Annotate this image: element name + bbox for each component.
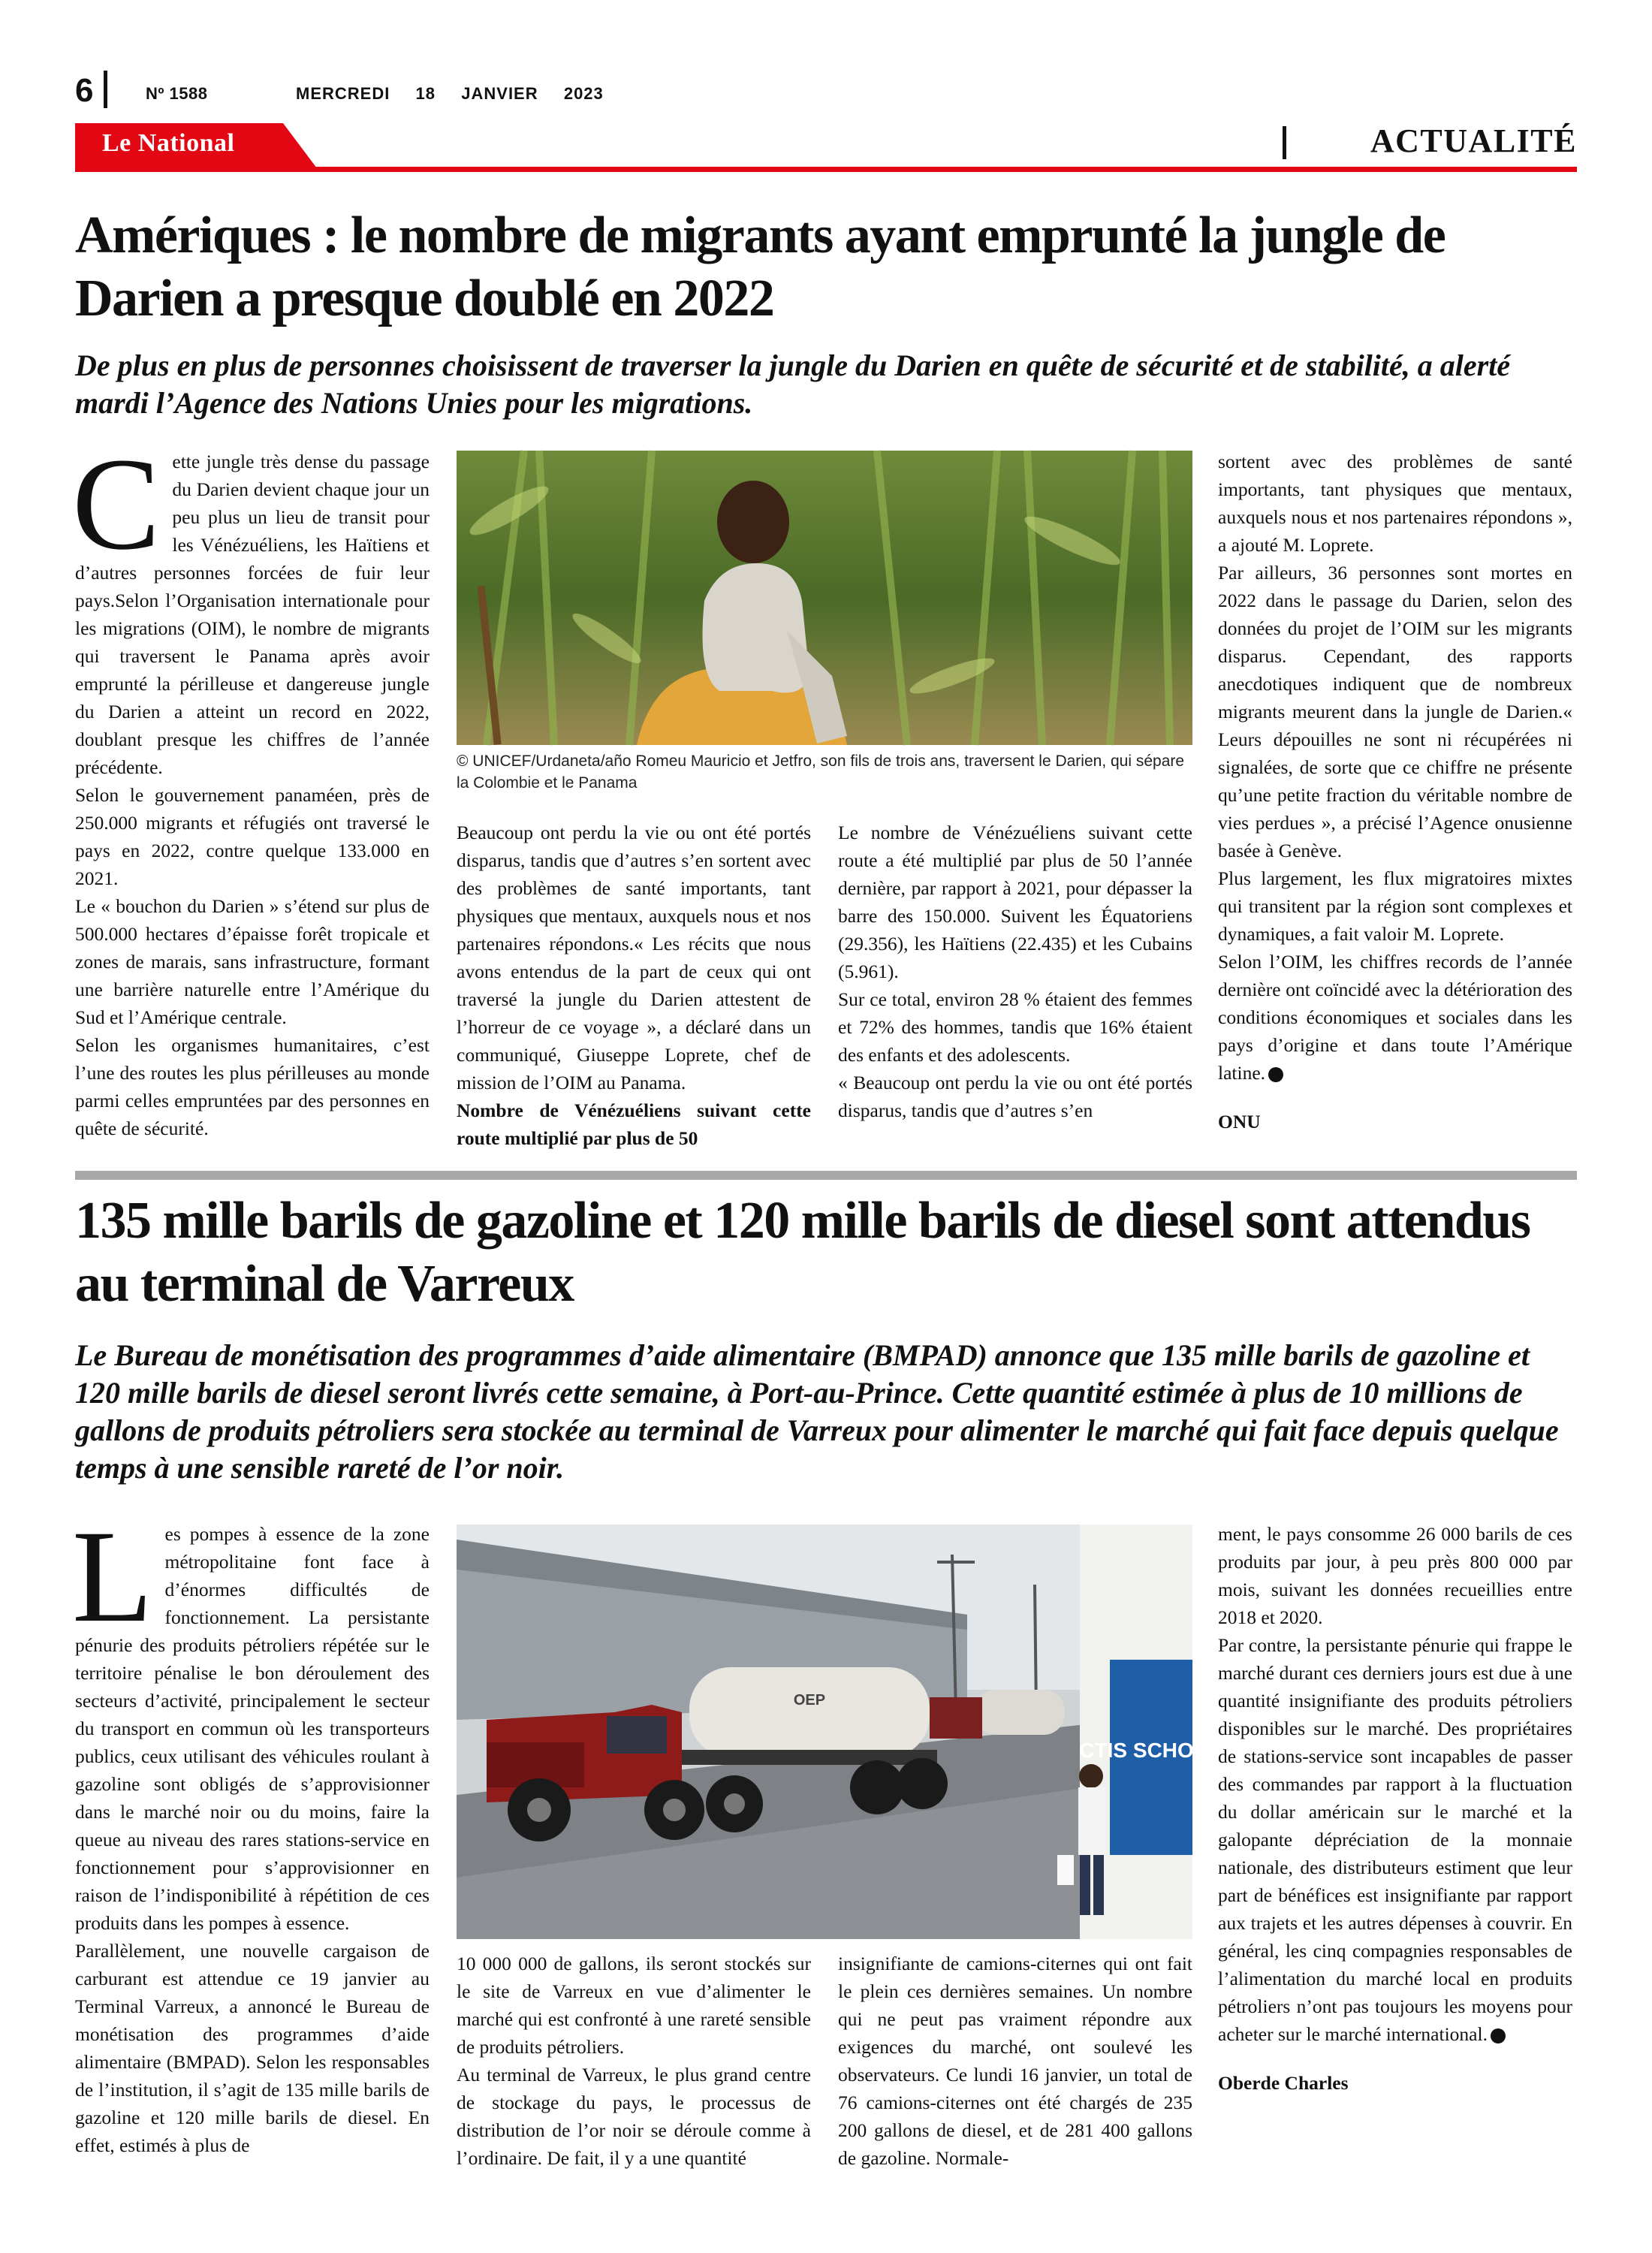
article2-signature: Oberde Charles	[1218, 2072, 1349, 2094]
article1-column-2	[457, 819, 811, 1152]
article2-column-2	[457, 1950, 811, 2172]
article2-paragraph: Au terminal de Varreux, le plus grand centre de stockage du pays, le processus de distribution de l’or noir se déroule comme à l’ordinaire. De fait, il y a une quantité	[457, 2064, 811, 2169]
article2-column-4	[1218, 1520, 1572, 2097]
article1-paragraph: « Beaucoup ont perdu la vie ou ont été portés disparus, tandis que d’autres s’en	[838, 1072, 1192, 1121]
article1-lead: De plus en plus de personnes choisissent de traverser la jungle du Darien en quête de sécurité et de stabilité, a alerté mardi l’Agence des Nations Unies pour les migrations.	[75, 348, 1511, 420]
tanker-trucks-photo	[457, 1525, 1223, 1939]
article1-paragraph: sortent avec des problèmes de santé importants, tant physiques que mentaux, auxquels nous et nos partenaires répondons », a ajouté M. Loprete.	[1218, 451, 1572, 556]
article1-paragraph: Selon les organismes humanitaires, c’est l’une des routes les plus périlleuses au monde parmi celles empruntées par des personnes en quête de sécurité.	[75, 1034, 430, 1139]
article2-paragraph: ment, le pays consomme 26 000 barils de ces produits par jour, à peu près 800 000 par mois, suivant les données recueillies entre 2018 et 2020.	[1218, 1523, 1572, 1628]
article1-paragraph: Selon le gouvernement panaméen, près de 250.000 migrants et réfugiés ont traversé le pays en 2022, contre quelque 133.000 en 2021.	[75, 784, 430, 889]
article2-column-1	[72, 1504, 430, 2159]
article1-paragraph: Selon l’OIM, les chiffres records de l’année dernière ont coïncidé avec la détérioration des conditions économiques et sociales dans les pays d’origine et dans toute l’Amérique latine.	[1218, 951, 1572, 1084]
header-rule	[75, 167, 1577, 172]
tanker-label: OEP	[793, 1692, 826, 1709]
page-number: 6	[75, 72, 94, 109]
article1-paragraph: Le « bouchon du Darien » s’étend sur plus de 500.000 hectares d’épaisse forêt tropicale et zones de marais, sans infrastructure, formant une barrière naturelle entre l’Amérique du Sud et l’Amérique centrale.	[75, 895, 430, 1028]
article1-paragraph: Par ailleurs, 36 personnes sont mortes en 2022 dans le passage du Darien, selon des données du projet de l’OIM sur les migrants disparus. Cependant, des rapports anecdotiques indiquent que de nombreux migrants meurent dans la jungle de Darien.« Leurs dépouilles ne sont ni récupérées ni signalées, de sorte que ce chiffre ne présente qu’une petite fraction du véritable nombre de vies perdues », a précisé l’Agence onusienne basée à Genève.	[1218, 562, 1572, 861]
article1-column-3	[838, 819, 1192, 1124]
brand-name: Le National	[102, 129, 235, 157]
school-sign: CTIS SCHOOL	[1079, 1739, 1223, 1762]
article1-paragraph: ette jungle très dense du passage du Darien devient chaque jour un peu plus un lieu de transit pour les Vénézuéliens, les Haïtiens et d’autres personnes forcées de fuir leur pays.Selon l’Organisation internationale pour les migrations (OIM), le nombre de migrants qui traversent le Panama après avoir emprunté la périlleuse et dangereuse jungle du Darien a atteint un record en 2022, doublant presque les chiffres de l’année précédente.	[75, 451, 430, 778]
article2-paragraph: Par contre, la persistante pénurie qui frappe le marché durant ces derniers jours est due à une quantité insignifiante des produits pétroliers disponibles sur le marché. Des propriétaires de stations-service sont incapables de passer des commandes par rapport à la fluctuation du dollar américain sur le marché et la galopante dépréciation de la monnaie nationale, des distributeurs estiment que leur part de bénéfices est insignifiante par rapport aux trajets et les autres dépenses à couvrir. En général, les cinq compagnies responsables de l’alimentation du marché local en produits pétroliers n’ont pas toujours les moyens pour acheter sur le marché international.	[1218, 1634, 1572, 2045]
photo-caption: © UNICEF/Urdaneta/año Romeu Mauricio et Jetfro, son fils de trois ans, traversent le Darien, qui sépare la Colombie et le Panama	[457, 753, 1185, 792]
article2-paragraph: es pompes à essence de la zone métropolitaine font face à d’énormes difficultés de fonctionnement. La persistante pénurie des produits pétroliers répétée sur le territoire pénalise le bon déroulement des secteurs d’activité, principalement le secteur du transport en commun où les transporteurs publics, ceux utilisant des véhicules roulant à gazoline sont obligés de s’approvisionner dans le marché noir ou du moins, faire la queue au niveau des rares stations-service en fonctionnement pour s’approvisionner en raison de l’indisponibilité à répétition de ces produits dans les pompes à essence.	[75, 1523, 430, 1934]
article1-paragraph: Plus largement, les flux migratoires mixtes qui transitent par la région sont complexes et dynamiques, a fait valoir M. Loprete.	[1218, 867, 1572, 945]
article1-paragraph: Beaucoup ont perdu la vie ou ont été portés disparus, tandis que d’autres s’en sortent avec des problèmes de santé importants, tant physiques que mentaux, auxquels nous et nos partenaires répondons.« Les récits que nous avons entendus de la part de ceux qui ont traversé la jungle du Darien attestent de l’horreur de ce voyage », a déclaré dans un communiqué, Giuseppe Loprete, chef de mission de l’OIM au Panama.	[457, 822, 811, 1093]
article2-lead: Le Bureau de monétisation des programmes d’aide alimentaire (BMPAD) annonce que 135 mille barils de gazoline et 120 mille barils de diesel seront livrés cette semaine, à Port-au-Prince. Cette quantité estimée à plus de 10 millions de gallons de produits pétroliers sera stockée au terminal de Varreux pour alimenter le marché qui fait face depuis quelque temps à une sensible rareté de l’or noir.	[75, 1338, 1559, 1485]
section-divider	[1283, 126, 1286, 159]
article2-paragraph: Parallèlement, une nouvelle cargaison de carburant est attendue ce 19 janvier au Terminal Varreux, a annoncé le Bureau de monétisation des programmes d’aide alimentaire (BMPAD). Selon les responsables de l’institution, il s’agit de 135 mille barils de gazoline et 120 mille barils de diesel. En effet, estimés à plus de	[75, 1940, 430, 2156]
end-mark-icon	[1268, 1067, 1283, 1082]
issue-number: Nº 1588	[146, 84, 208, 103]
migrants-jungle-photo	[457, 451, 1192, 745]
article2-paragraph: insignifiante de camions-citernes qui ont fait le plein ces dernières semaines. Un nombre qui ne peut pas vraiment répondre aux exigences du marché, ont soulevé les observateurs. Ce lundi 16 janvier, un total de 76 camions-citernes ont été chargés de 235 200 gallons de diesel, et de 281 400 gallons de gazoline. Normale-	[838, 1953, 1192, 2169]
end-mark-icon	[1491, 2028, 1506, 2043]
article1-dropcap: C	[72, 431, 161, 578]
article1-signature: ONU	[1218, 1111, 1261, 1133]
article1-paragraph: Le nombre de Vénézuéliens suivant cette route a été multiplié par plus de 50 l’année dernière, par rapport à 2021, pour dépasser la barre des 150.000. Suivent les Équatoriens (29.356), les Haïtiens (22.435) et les Cubains (5.961).	[838, 822, 1192, 982]
article2-column-3	[838, 1950, 1192, 2172]
header-divider	[104, 71, 107, 108]
article2-headline: 135 mille barils de gazoline et 120 mille barils de diesel sont attendus au terminal de Varreux	[75, 1192, 1530, 1313]
article1-paragraph: Sur ce total, environ 28 % étaient des femmes et 72% des hommes, tandis que 16% étaient des enfants et des adolescents.	[838, 988, 1192, 1066]
article1-subhead: Nombre de Vénézuéliens suivant cette route multiplié par plus de 50	[457, 1099, 811, 1149]
article-divider	[75, 1171, 1577, 1180]
article1-column-1	[72, 431, 430, 1142]
article2-dropcap: L	[72, 1504, 153, 1650]
article2-paragraph: 10 000 000 de gallons, ils seront stockés sur le site de Varreux en vue d’alimenter le marché qui est confronté à une rareté sensible de produits pétroliers.	[457, 1953, 811, 2058]
section-title: ACTUALITÉ	[1370, 122, 1577, 159]
article1-headline: Amériques : le nombre de migrants ayant emprunté la jungle de Darien a presque doublé en 2022	[75, 207, 1446, 327]
article1-column-4	[1218, 448, 1572, 1136]
issue-date: MERCREDI 18 JANVIER 2023	[296, 84, 604, 103]
